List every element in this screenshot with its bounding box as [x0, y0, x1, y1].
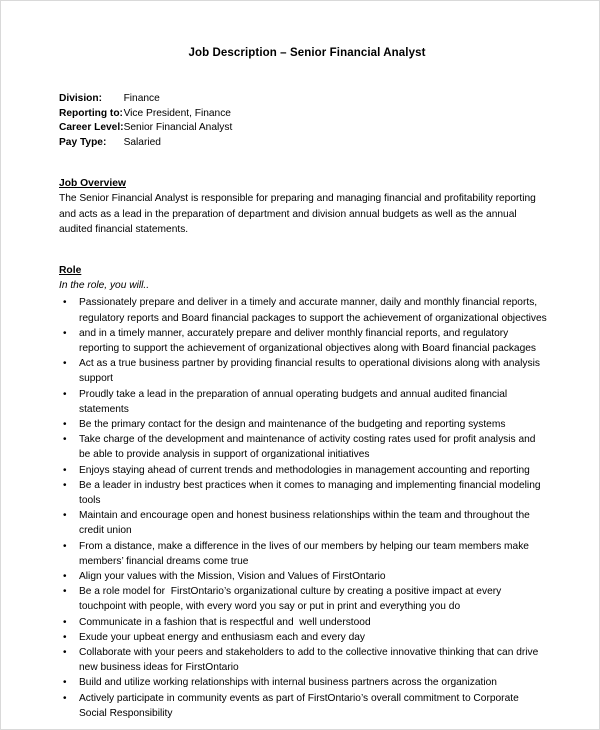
bullet-icon: •: [63, 419, 67, 431]
list-item: [59, 539, 547, 569]
list-item-text: Build and utilize working relationships with internal business partners across the organization: [79, 677, 497, 689]
bullet-icon: •: [63, 327, 67, 339]
list-item-text: Align your values with the Mission, Vision and Values of FirstOntario: [79, 571, 386, 583]
bullet-icon: •: [63, 616, 67, 628]
list-item: [59, 295, 547, 325]
bullet-icon: •: [63, 510, 67, 522]
role-section: [59, 263, 547, 721]
list-item: [59, 463, 547, 478]
list-item-text: From a distance, make a difference in the lives of our members by helping our team members make members’ financial dreams come true: [79, 540, 532, 567]
metadata-value: Senior Financial Analyst: [123, 122, 233, 134]
job-overview-section: [59, 176, 547, 237]
bullet-icon: •: [63, 297, 67, 309]
list-item: [59, 508, 547, 538]
list-item: [59, 326, 547, 356]
metadata-value: Finance: [123, 93, 160, 104]
bullet-icon: •: [63, 479, 67, 491]
list-item: [59, 478, 547, 508]
list-item-text: Be a leader in industry best practices when it comes to managing and implementing financial modeling tools: [79, 479, 544, 507]
bullet-icon: •: [63, 647, 67, 659]
bullet-icon: •: [63, 358, 67, 370]
metadata-label: Career Level:: [59, 122, 124, 134]
table-row: [59, 136, 232, 151]
list-item-text: Maintain and encourage open and honest business relationships within the team and throughout the credit union: [79, 510, 533, 537]
job-overview-paragraph: The Senior Financial Analyst is responsible for preparing and managing financial and profitability reporting and acts as a lead in the preparation of department and division annual budgets as well as the annual audited financial statements.: [59, 193, 536, 235]
job-metadata-table: [59, 92, 232, 150]
list-item-text: Actively participate in community events as part of FirstOntario’s overall commitment to Corporate Social Responsibility: [79, 692, 522, 719]
list-item: [59, 691, 547, 721]
role-lede: In the role, you will..: [59, 279, 150, 291]
section-heading-role: Role: [59, 264, 82, 276]
list-item: [59, 630, 547, 645]
metadata-label: Division:: [59, 93, 103, 104]
metadata-label: Pay Type:: [59, 136, 107, 148]
list-item-text: Collaborate with your peers and stakeholders to add to the collective innovative thinking that can drive new business ideas for FirstOntario: [79, 647, 542, 674]
bullet-icon: •: [63, 586, 67, 598]
bullet-icon: •: [63, 631, 67, 643]
list-item: [59, 417, 547, 432]
metadata-value: Salaried: [123, 136, 161, 148]
list-item-text: Exude your upbeat energy and enthusiasm each and every day: [79, 631, 366, 643]
list-item-text: Enjoys staying ahead of current trends and methodologies in management accounting and reporting: [79, 464, 530, 476]
list-item: [59, 615, 547, 630]
list-item: [59, 645, 547, 675]
job-metadata-body: [59, 92, 232, 150]
bullet-icon: •: [63, 464, 67, 476]
bullet-icon: •: [63, 677, 67, 689]
page-title: Job Description – Senior Financial Analyst: [188, 47, 426, 59]
list-item-text: and in a timely manner, accurately prepare and deliver monthly financial reports, and regulatory reporting to support the achievement of organizational objectives along with Board financial packages: [79, 327, 537, 354]
table-row: [59, 107, 232, 122]
bullet-icon: •: [63, 540, 67, 552]
list-item-text: Be a role model for FirstOntario’s organizational culture by creating a positive impact at every touchpoint with people, with every word you say or put in print and everything you do: [79, 586, 505, 613]
list-item-text: Act as a true business partner by providing financial results to operational divisions along with analysis support: [79, 358, 543, 385]
list-item-text: Proudly take a lead in the preparation of annual operating budgets and annual audited financial statements: [79, 388, 511, 415]
list-item: [59, 584, 547, 614]
list-item: [59, 569, 547, 584]
table-row: [59, 121, 232, 136]
bullet-icon: •: [63, 388, 67, 400]
list-item-text: Take charge of the development and maintenance of activity costing rates used for profit analysis and be able to provide analysis in support of organizational initiatives: [79, 434, 539, 461]
bullet-icon: •: [63, 692, 67, 704]
list-item: [59, 356, 547, 386]
metadata-value: Vice President, Finance: [123, 107, 231, 119]
document-content: [59, 1, 547, 721]
bullet-icon: •: [63, 571, 67, 583]
list-item-text: Be the primary contact for the design and maintenance of the budgeting and reporting systems: [79, 419, 506, 431]
section-heading-job-overview: Job Overview: [59, 178, 126, 190]
role-responsibility-list: [59, 295, 547, 721]
list-item-text: Passionately prepare and deliver in a timely and accurate manner, daily and monthly financial reports, regulatory reports and Board financial packages to support the achievement of organizational objectives: [79, 297, 547, 324]
metadata-label: Reporting to:: [59, 107, 123, 119]
bullet-icon: •: [63, 434, 67, 446]
table-row: [59, 92, 232, 107]
list-item-text: Communicate in a fashion that is respectful and well understood: [79, 616, 371, 628]
list-item: [59, 675, 547, 690]
list-item: [59, 387, 547, 417]
list-item: [59, 432, 547, 462]
